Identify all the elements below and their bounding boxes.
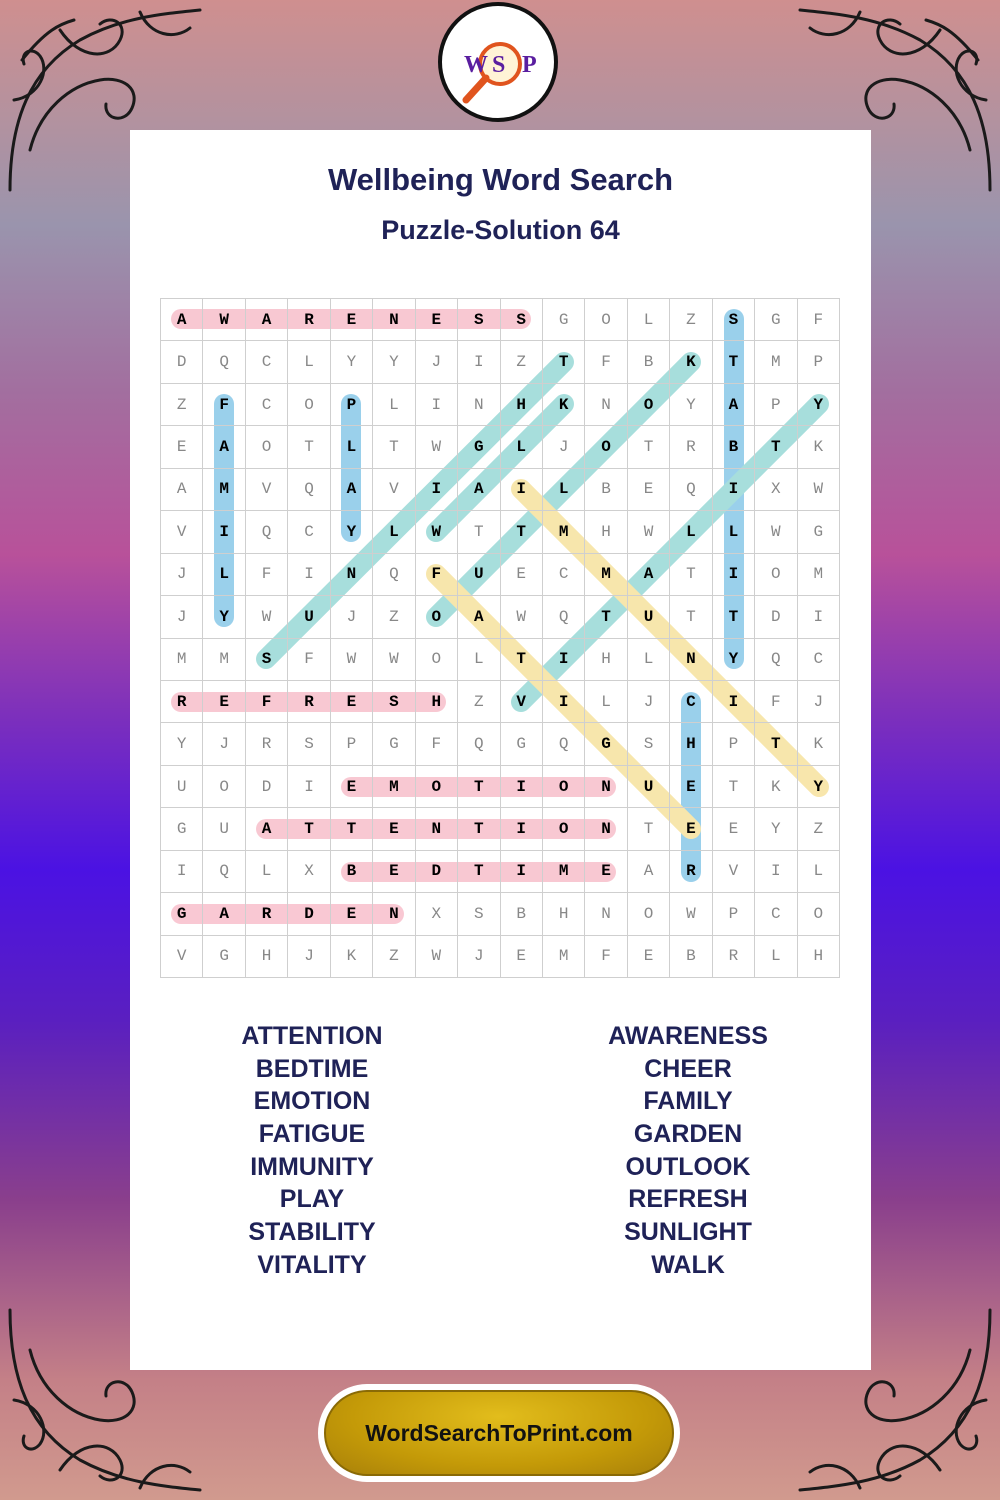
grid-cell: U [458, 554, 500, 596]
grid-cell: G [161, 893, 203, 935]
grid-cell: X [288, 851, 330, 893]
grid-cell: Q [458, 723, 500, 765]
grid-cell: N [585, 893, 627, 935]
grid-cell: S [288, 723, 330, 765]
grid-cell: O [416, 766, 458, 808]
grid-cell: A [628, 554, 670, 596]
word-item: REFRESH [628, 1185, 748, 1214]
grid-cell: C [670, 681, 712, 723]
grid-cell: I [501, 851, 543, 893]
grid-cell: W [416, 511, 458, 553]
grid-cell: U [203, 808, 245, 850]
grid-cell: R [288, 299, 330, 341]
word-item: FAMILY [643, 1087, 733, 1116]
grid-cell: J [628, 681, 670, 723]
grid-cell: J [543, 426, 585, 468]
grid-cell: A [713, 384, 755, 426]
grid-cell: A [203, 893, 245, 935]
grid-cell: A [246, 808, 288, 850]
grid-cell: P [713, 723, 755, 765]
grid-cell: Y [798, 384, 840, 426]
grid-cell: T [288, 426, 330, 468]
word-item: BEDTIME [255, 1054, 369, 1083]
grid-cell: C [755, 893, 797, 935]
grid-cell: M [543, 936, 585, 978]
grid-cell: T [670, 554, 712, 596]
grid-cell: H [416, 681, 458, 723]
grid-cell: L [246, 851, 288, 893]
grid-cell: T [458, 511, 500, 553]
grid-cell: T [373, 426, 415, 468]
grid-cell: U [288, 596, 330, 638]
grid-cell: G [458, 426, 500, 468]
grid-cell: T [713, 596, 755, 638]
grid-cell: A [458, 469, 500, 511]
word-item: IMMUNITY [250, 1152, 374, 1181]
grid-cell: E [628, 936, 670, 978]
word-item: GARDEN [633, 1120, 743, 1149]
grid-cell: O [755, 554, 797, 596]
grid-cell: I [755, 851, 797, 893]
grid-cell: T [628, 808, 670, 850]
grid-cell: F [755, 681, 797, 723]
grid-cell: J [416, 341, 458, 383]
grid-cell: Q [755, 639, 797, 681]
grid-cell: P [755, 384, 797, 426]
grid-cell: Q [203, 341, 245, 383]
grid-cell: N [585, 384, 627, 426]
grid-cell: Y [161, 723, 203, 765]
grid-cell: L [501, 426, 543, 468]
grid-cell: W [798, 469, 840, 511]
grid-cell: Q [288, 469, 330, 511]
grid-cell: I [458, 341, 500, 383]
grid-cell: I [798, 596, 840, 638]
grid-cell: I [543, 639, 585, 681]
grid-cell: Y [713, 639, 755, 681]
grid-cell: T [628, 426, 670, 468]
grid-cell: C [798, 639, 840, 681]
grid-cell: A [161, 469, 203, 511]
grid-cell: W [203, 299, 245, 341]
grid-cell: J [458, 936, 500, 978]
grid-cell: M [161, 639, 203, 681]
grid-cell: T [501, 639, 543, 681]
grid-cell: H [246, 936, 288, 978]
grid-cell: I [543, 681, 585, 723]
grid-cell: E [331, 299, 373, 341]
grid-cell: Z [798, 808, 840, 850]
grid-cell: Y [331, 511, 373, 553]
grid-cell: B [628, 341, 670, 383]
grid-cell: A [161, 299, 203, 341]
grid-cell: E [331, 893, 373, 935]
grid-cell: J [161, 596, 203, 638]
grid-cell: T [670, 596, 712, 638]
grid-cell: W [670, 893, 712, 935]
grid-cell: B [585, 469, 627, 511]
grid-cell: L [373, 511, 415, 553]
grid-cell: K [543, 384, 585, 426]
grid-cell: T [458, 766, 500, 808]
grid-cell: W [755, 511, 797, 553]
grid-cell: L [543, 469, 585, 511]
grid-cell: T [458, 808, 500, 850]
grid-cell: L [373, 384, 415, 426]
grid-cell: A [331, 469, 373, 511]
grid-cell: A [458, 596, 500, 638]
grid-cell: L [458, 639, 500, 681]
grid-cell: N [416, 808, 458, 850]
grid-cell: D [246, 766, 288, 808]
grid-cell: L [331, 426, 373, 468]
grid-cell: L [670, 511, 712, 553]
word-search-grid [160, 298, 840, 978]
grid-cell: G [798, 511, 840, 553]
grid-cell: F [416, 723, 458, 765]
grid-cell: D [416, 851, 458, 893]
grid-cell: I [288, 554, 330, 596]
grid-cell: P [331, 723, 373, 765]
word-item: AWARENESS [608, 1022, 768, 1050]
grid-cell: E [713, 808, 755, 850]
grid-cell: C [246, 341, 288, 383]
grid-cell: H [798, 936, 840, 978]
grid-cell: R [670, 851, 712, 893]
grid-cell: C [543, 554, 585, 596]
site-link-button[interactable] [318, 1384, 680, 1482]
grid-cell: I [501, 766, 543, 808]
grid-cell: O [416, 596, 458, 638]
logo-letter-s: S [492, 52, 506, 78]
grid-cell: T [501, 511, 543, 553]
grid-cell: S [713, 299, 755, 341]
grid-cell: Y [798, 766, 840, 808]
grid-cell: I [416, 469, 458, 511]
grid-cell: Z [458, 681, 500, 723]
grid-cell: V [501, 681, 543, 723]
grid-cell: E [501, 554, 543, 596]
logo-letter-w: W [464, 52, 488, 78]
grid-cell: K [670, 341, 712, 383]
grid-cell: Q [203, 851, 245, 893]
grid-cell: O [585, 299, 627, 341]
page-subtitle: Puzzle-Solution 64 [381, 215, 620, 245]
grid-cell: B [713, 426, 755, 468]
grid-cell: V [373, 469, 415, 511]
grid-cell: N [670, 639, 712, 681]
grid-cell: R [161, 681, 203, 723]
grid-cell: W [416, 936, 458, 978]
grid-cell: Z [161, 384, 203, 426]
grid-cell: F [416, 554, 458, 596]
grid-cell: I [501, 469, 543, 511]
grid-cell: E [585, 851, 627, 893]
grid-cell: V [246, 469, 288, 511]
grid-cell: I [713, 681, 755, 723]
grid-cell: S [458, 299, 500, 341]
grid-cell: D [288, 893, 330, 935]
grid-cell: F [798, 299, 840, 341]
grid-cell: B [501, 893, 543, 935]
grid-cell: E [670, 766, 712, 808]
grid-cell: L [203, 554, 245, 596]
grid-cell: U [628, 766, 670, 808]
grid-cell: T [288, 808, 330, 850]
grid-cell: G [501, 723, 543, 765]
grid-cell: A [628, 851, 670, 893]
grid-cell: E [161, 426, 203, 468]
grid-cell: L [585, 681, 627, 723]
grid-cell: T [458, 851, 500, 893]
grid-cell: R [670, 426, 712, 468]
grid-cell: L [713, 511, 755, 553]
grid-cell: T [755, 426, 797, 468]
page-title: Wellbeing Word Search [327, 162, 674, 197]
word-item: FATIGUE [258, 1120, 366, 1149]
grid-cell: Z [373, 936, 415, 978]
grid-cell: V [161, 511, 203, 553]
letter-grid [160, 298, 840, 978]
grid-cell: O [543, 766, 585, 808]
grid-cell: M [373, 766, 415, 808]
word-item: EMOTION [253, 1087, 371, 1116]
grid-cell: T [543, 341, 585, 383]
grid-cell: G [203, 936, 245, 978]
grid-cell: P [798, 341, 840, 383]
grid-cell: K [331, 936, 373, 978]
grid-cell: O [203, 766, 245, 808]
grid-cell: J [161, 554, 203, 596]
grid-cell: O [543, 808, 585, 850]
grid-cell: F [585, 341, 627, 383]
word-item: ATTENTION [241, 1022, 383, 1050]
grid-cell: I [713, 469, 755, 511]
grid-cell: Y [203, 596, 245, 638]
grid-cell: N [373, 299, 415, 341]
grid-cell: S [501, 299, 543, 341]
logo-letter-p: P [522, 52, 537, 78]
grid-cell: K [755, 766, 797, 808]
grid-cell: A [203, 426, 245, 468]
grid-cell: P [331, 384, 373, 426]
grid-cell: E [331, 766, 373, 808]
grid-cell: Q [670, 469, 712, 511]
grid-cell: X [755, 469, 797, 511]
grid-cell: N [458, 384, 500, 426]
grid-cell: H [585, 511, 627, 553]
grid-cell: G [373, 723, 415, 765]
word-item: WALK [651, 1250, 725, 1279]
grid-cell: M [755, 341, 797, 383]
grid-cell: D [755, 596, 797, 638]
grid-cell: D [161, 341, 203, 383]
site-link-label[interactable]: WordSearchToPrint.com [324, 1390, 674, 1476]
grid-cell: S [628, 723, 670, 765]
grid-cell: R [288, 681, 330, 723]
grid-cell: T [713, 766, 755, 808]
grid-cell: E [373, 851, 415, 893]
site-logo[interactable] [438, 2, 558, 122]
grid-cell: Z [373, 596, 415, 638]
word-item: SUNLIGHT [624, 1218, 752, 1247]
grid-cell: O [628, 893, 670, 935]
grid-cell: Y [331, 341, 373, 383]
grid-cell: Q [246, 511, 288, 553]
grid-cell: Q [373, 554, 415, 596]
word-item: PLAY [279, 1185, 345, 1214]
grid-cell: R [246, 893, 288, 935]
grid-cell: O [288, 384, 330, 426]
word-item: STABILITY [248, 1218, 376, 1247]
grid-cell: F [288, 639, 330, 681]
grid-cell: R [713, 936, 755, 978]
grid-cell: S [458, 893, 500, 935]
grid-cell: S [246, 639, 288, 681]
word-list-left [162, 1020, 462, 1282]
word-list-right [538, 1020, 838, 1282]
grid-cell: L [798, 851, 840, 893]
grid-cell: F [246, 681, 288, 723]
grid-cell: U [161, 766, 203, 808]
grid-cell: H [585, 639, 627, 681]
grid-cell: L [628, 299, 670, 341]
grid-cell: F [585, 936, 627, 978]
word-item: VITALITY [257, 1250, 367, 1279]
grid-cell: K [798, 426, 840, 468]
grid-cell: M [203, 639, 245, 681]
grid-cell: F [246, 554, 288, 596]
grid-cell: Y [373, 341, 415, 383]
grid-cell: O [798, 893, 840, 935]
word-item: CHEER [644, 1054, 732, 1083]
grid-cell: L [755, 936, 797, 978]
grid-cell: C [246, 384, 288, 426]
grid-cell: W [331, 639, 373, 681]
grid-cell: T [331, 808, 373, 850]
grid-cell: P [713, 893, 755, 935]
grid-cell: H [501, 384, 543, 426]
grid-cell: A [246, 299, 288, 341]
grid-cell: M [798, 554, 840, 596]
grid-cell: E [501, 936, 543, 978]
grid-cell: N [585, 808, 627, 850]
grid-cell: O [246, 426, 288, 468]
grid-cell: H [670, 723, 712, 765]
grid-cell: G [585, 723, 627, 765]
grid-cell: E [373, 808, 415, 850]
grid-cell: L [288, 341, 330, 383]
grid-cell: X [416, 893, 458, 935]
grid-cell: T [713, 341, 755, 383]
grid-cell: O [585, 426, 627, 468]
grid-cell: L [628, 639, 670, 681]
grid-cell: N [331, 554, 373, 596]
grid-cell: M [585, 554, 627, 596]
grid-cell: E [331, 681, 373, 723]
grid-cell: M [543, 851, 585, 893]
grid-cell: W [246, 596, 288, 638]
grid-cell: Q [543, 723, 585, 765]
grid-cell: M [203, 469, 245, 511]
grid-cell: E [203, 681, 245, 723]
grid-cell: O [416, 639, 458, 681]
grid-cell: I [713, 554, 755, 596]
grid-cell: J [798, 681, 840, 723]
grid-cell: I [416, 384, 458, 426]
grid-cell: N [585, 766, 627, 808]
grid-cell: W [416, 426, 458, 468]
grid-cell: V [161, 936, 203, 978]
grid-cell: I [161, 851, 203, 893]
grid-cell: Z [501, 341, 543, 383]
grid-cell: Y [755, 808, 797, 850]
grid-cell: C [288, 511, 330, 553]
grid-cell: Y [670, 384, 712, 426]
grid-cell: Z [670, 299, 712, 341]
grid-cell: W [373, 639, 415, 681]
grid-cell: E [670, 808, 712, 850]
word-item: OUTLOOK [625, 1152, 751, 1181]
grid-cell: T [585, 596, 627, 638]
grid-cell: I [501, 808, 543, 850]
grid-cell: G [543, 299, 585, 341]
grid-cell: Q [543, 596, 585, 638]
grid-cell: T [755, 723, 797, 765]
grid-cell: W [628, 511, 670, 553]
grid-cell: B [670, 936, 712, 978]
grid-cell: E [416, 299, 458, 341]
grid-cell: U [628, 596, 670, 638]
grid-cell: J [331, 596, 373, 638]
grid-cell: R [246, 723, 288, 765]
grid-cell: J [203, 723, 245, 765]
grid-cell: M [543, 511, 585, 553]
grid-cell: V [713, 851, 755, 893]
grid-cell: E [628, 469, 670, 511]
grid-cell: F [203, 384, 245, 426]
grid-cell: I [203, 511, 245, 553]
grid-cell: W [501, 596, 543, 638]
grid-cell: J [288, 936, 330, 978]
grid-cell: G [161, 808, 203, 850]
grid-cell: K [798, 723, 840, 765]
grid-cell: O [628, 384, 670, 426]
grid-cell: N [373, 893, 415, 935]
grid-cell: G [755, 299, 797, 341]
grid-cell: H [543, 893, 585, 935]
grid-cell: B [331, 851, 373, 893]
grid-cell: I [288, 766, 330, 808]
grid-cell: S [373, 681, 415, 723]
